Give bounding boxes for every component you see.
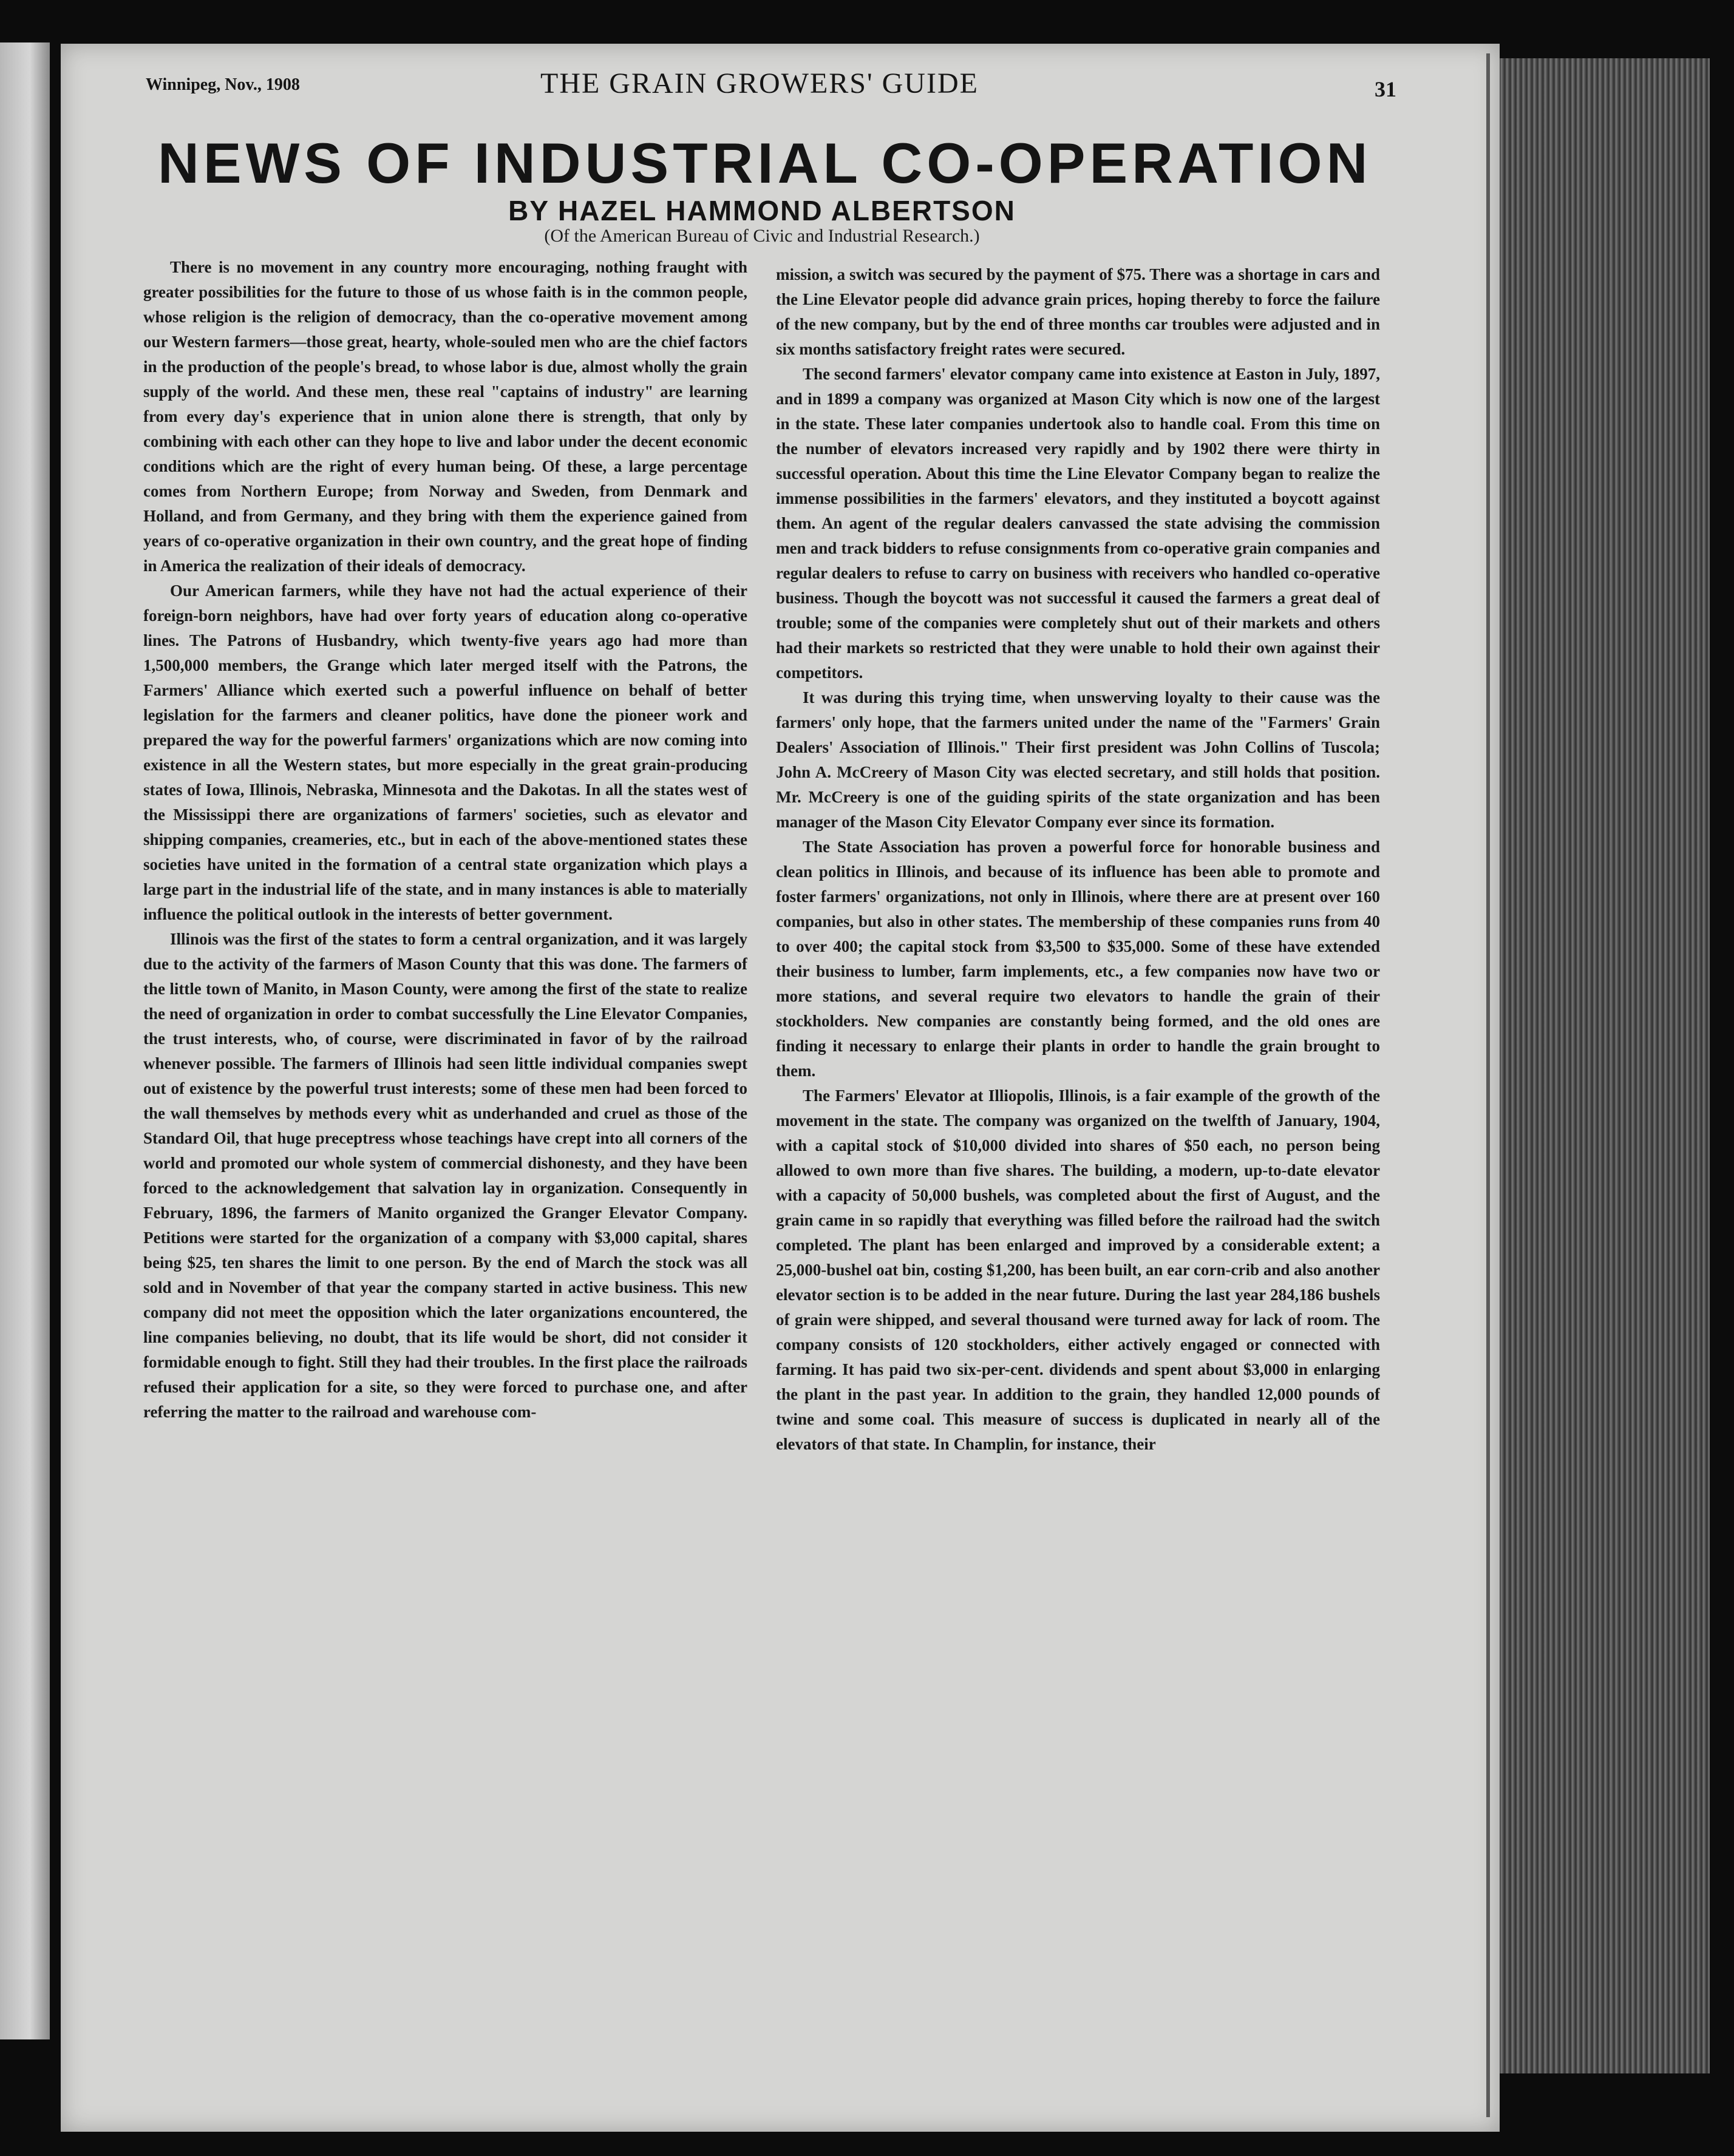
paragraph: It was during this trying time, when unswerving loyalty to their cause was the farmers' only hope, that the farmers united under the name of the "Farmers' Grain Dealers' Association of Illinois." Their first president was John Collins of Tuscola; John A. McCreery of Mason City was elected secretary, and still holds that position. Mr. McCreery is one of the guiding spirits of the state organization and has been manager of the Mason City Elevator Company ever since its formation. — [776, 688, 1380, 831]
text-column-2 — [776, 262, 1380, 2059]
page-number: 31 — [1375, 77, 1396, 101]
paragraph: Illinois was the first of the states to form a central organization, and it was largely due to the activity of the farmers of Mason County that this was done. The farmers of the little town of Manito, in Mason County, were among the first of the state to realize the need of organization in order to combat successfully the Line Elevator Companies, the trust interests, who, of course, were discriminated in favor of by the railroad whenever possible. The farmers of Illinois had seen little individual companies swept out of existence by the powerful trust interests; some of these men had been forced to the wall themselves by methods every whit as underhanded and cruel as those of the Standard Oil, that huge preceptress whose teachings have crept into all corners of the world and promoted our whole system of commercial dishonesty, and they have been forced to the acknowledgement that salvation lay in organization. Consequently in February, 1896, the farmers of Manito organized the Granger Elevator Company. Petitions were started for the organization of a company with $3,000 capital, shares being $25, ten shares the limit to one person. By the end of March the stock was all sold and in November of that year the company started in active business. This new company did not meet the opposition which the later organizations encountered, the line companies believing, no doubt, that its life would be short, did not consider it formidable enough to fight. Still they had their troubles. In the first place the railroads refused their application for a site, so they were forced to purchase one, and after referring the matter to the railroad and warehouse com- — [143, 930, 747, 1421]
article-byline: BY HAZEL HAMMOND ALBERTSON — [508, 195, 1016, 226]
text-column-1 — [143, 255, 747, 2052]
article-headline: NEWS OF INDUSTRIAL CO-OPERATION — [158, 131, 1372, 195]
paragraph: The State Association has proven a powerful force for honorable business and clean politics in Illinois, and because of its influence has been able to promote and foster farmers' organizations, not only in Illinois, where there are at present over 160 companies, but also in other states. The membership of these companies runs from 40 to over 400; the capital stock from $3,500 to $35,000. Some of these have extended their business to lumber, farm implements, etc., a few companies now have two or more stations, and several require two elevators to handle the grain of their stockholders. New companies are constantly being formed, and the old ones are finding it necessary to enlarge their plants in order to handle the grain brought to them. — [776, 838, 1380, 1080]
running-header — [146, 64, 1396, 107]
paragraph: The Farmers' Elevator at Illiopolis, Illinois, is a fair example of the growth of the movement in the state. The company was organized on the twelfth of January, 1904, with a capital stock of $10,000 divided into shares of $50 each, no person being allowed to own more than five shares. The building, a modern, up-to-date elevator with a capacity of 50,000 bushels, was completed about the first of August, and the grain came in so rapidly that everything was filled before the railroad had the switch completed. The plant has been enlarged and improved by a considerable extent; a 25,000-bushel oat bin, costing $1,200, has been built, an ear corn-crib and also another elevator section is to be added in the near future. During the last year 284,186 bushels of grain were shipped, and several thousand were turned away for lack of room. The company consists of 120 stockholders, either actively engaged or connected with farming. It has paid two six-per-cent. dividends and spent about $3,000 in enlarging the plant in the past year. In addition to the grain, they handled 12,000 pounds of twine and some coal. This measure of success is duplicated in nearly all of the elevators of that state. In Champlin, for instance, their — [776, 1086, 1380, 1453]
page-stack-edge — [1500, 58, 1710, 2073]
adjacent-page-edge — [0, 42, 50, 2039]
issue-date: Winnipeg, Nov., 1908 — [146, 75, 300, 94]
publication-title: THE GRAIN GROWERS' GUIDE — [540, 67, 979, 100]
paragraph: Our American farmers, while they have not had the actual experience of their foreign-born neighbors, have had over forty years of education along co-operative lines. The Patrons of Husbandry, which twenty-five years ago had more than 1,500,000 members, the Grange which later merged itself with the Patrons, the Farmers' Alliance which exerted such a powerful influence on behalf of better legislation for the farmers and cleaner politics, have done the pioneer work and prepared the way for the powerful farmers' organizations which are now coming into existence in all the Western states, but more especially in the great grain-producing states of Iowa, Illinois, Nebraska, Minnesota and the Dakotas. In all the states west of the Mississippi there are organizations of farmers' societies, such as elevator and shipping companies, creameries, etc., but in each of the above-mentioned states these societies have united in the formation of a central state organization which plays a large part in the industrial life of the state, and in many instances is able to materially influence the political outlook in the interests of better government. — [143, 581, 747, 923]
paragraph: The second farmers' elevator company came into existence at Easton in July, 1897, and in 1899 a company was organized at Mason City which is now one of the largest in the state. These later companies undertook also to handle coal. From this time on the number of elevators increased very rapidly and by 1902 there were thirty in successful operation. About this time the Line Elevator Company began to realize the immense possibilities in the farmers' elevators, and they instituted a boycott against them. An agent of the regular dealers canvassed the state advising the commission men and track bidders to refuse consignments from co-operative grain companies and regular dealers to refuse to carry on business with receivers who handled co-operative business. Though the boycott was not successful it caused the farmers a great deal of trouble; some of the companies were completely shut out of their markets and others had their markets so restricted that they were unable to hold their own against their competitors. — [776, 365, 1380, 682]
paragraph: mission, a switch was secured by the payment of $75. There was a shortage in cars and the Line Elevator people did advance grain prices, hoping thereby to force the failure of the new company, but by the end of three months car troubles were adjusted and in six months satisfactory freight rates were secured. — [776, 265, 1380, 358]
author-affiliation: (Of the American Bureau of Civic and Industrial Research.) — [544, 226, 980, 246]
paragraph: There is no movement in any country more encouraging, nothing fraught with greater possibilities for the future to those of us whose faith is in the common people, whose religion is the religion of democracy, than the co-operative movement among our Western farmers—those great, hearty, whole-souled men who are the chief factors in the production of the people's bread, to whose labor is due, almost wholly the grain supply of the world. And these men, these real "captains of industry" are learning from every day's experience that in union alone there is strength, that only by combining with each other can they hope to live and labor under the decent economic conditions which are the right of every human being. Of these, a large percentage comes from Northern Europe; from Norway and Sweden, from Denmark and Holland, and from Germany, and they bring with them the experience gained from years of co-operative organization in their own country, and the great hope of finding in America the realization of their ideals of democracy. — [143, 258, 747, 575]
page-gutter — [1486, 53, 1490, 2117]
